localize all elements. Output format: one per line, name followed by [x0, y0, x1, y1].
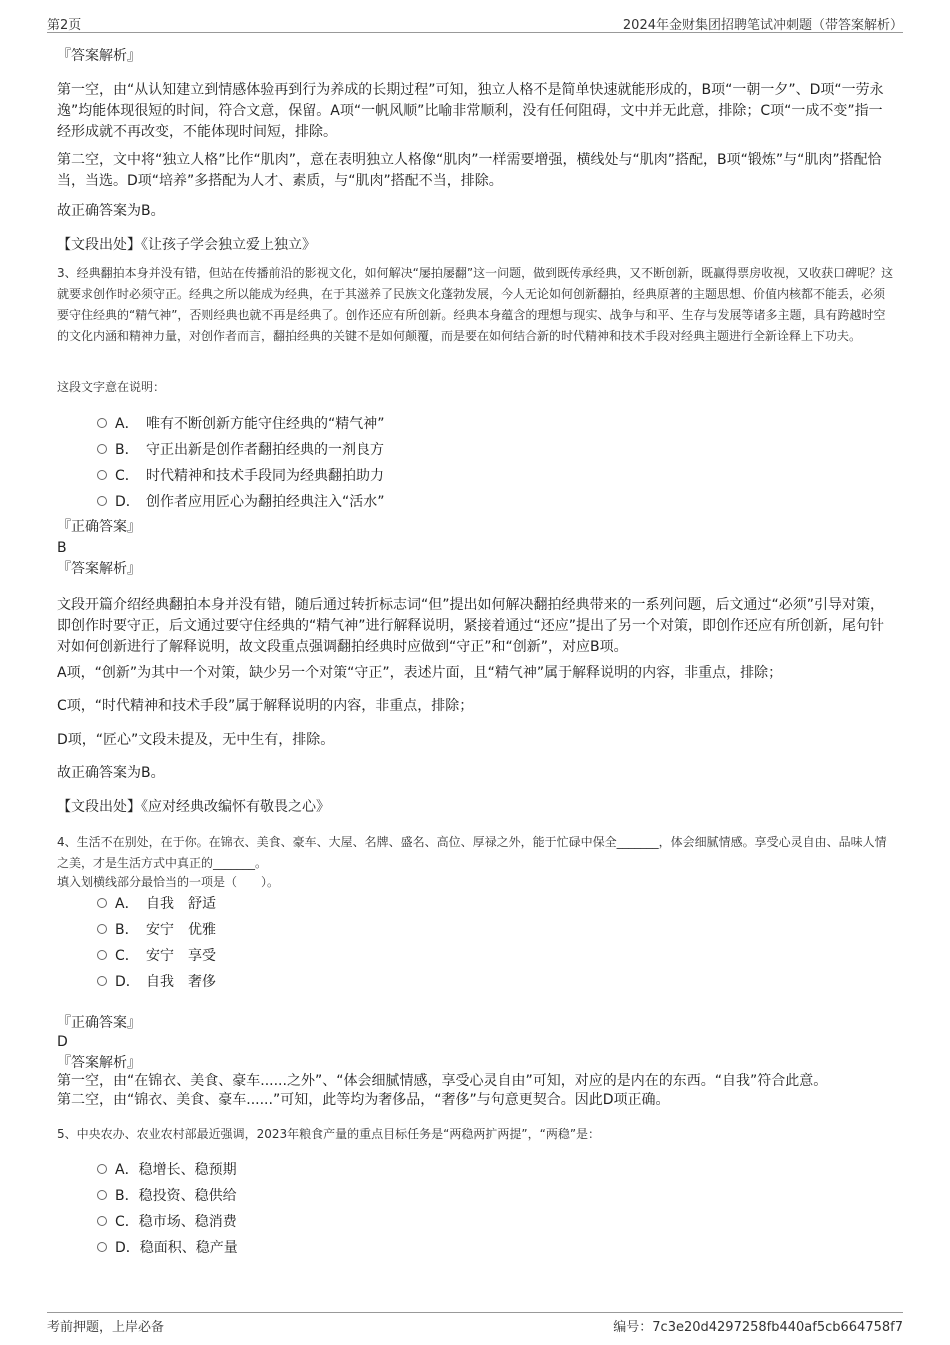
conclusion-text: 故正确答案为B。	[57, 203, 165, 219]
option-d[interactable]: D．稳面积、稳产量	[97, 1235, 238, 1261]
analysis-label: 『答案解析』	[57, 561, 141, 577]
option-a[interactable]: A． 自我 舒适	[97, 891, 216, 917]
page-header	[47, 12, 903, 33]
answer-label: 『正确答案』	[57, 519, 141, 535]
option-list	[97, 1157, 238, 1261]
option-list	[97, 891, 216, 995]
radio-icon[interactable]	[97, 1242, 107, 1252]
document-code: 编号：7c3e20d4297258fb440af5cb664758f7	[613, 1320, 903, 1335]
question-prompt: 填入划横线部分最恰当的一项是（ ）。	[57, 875, 280, 889]
radio-icon[interactable]	[97, 496, 107, 506]
analysis-paragraph: 第二空，文中将“独立人格”比作“肌肉”，意在表明独立人格像“肌肉”一样需要增强，横线处与“肌肉”搭配，B项“锻炼”与“肌肉”搭配恰当，当选。D项“培养”多搭配为人才、素质，与“肌肉”搭配不当，排除。	[57, 152, 882, 189]
correct-answer: D	[57, 1034, 68, 1050]
radio-icon[interactable]	[97, 470, 107, 480]
radio-icon[interactable]	[97, 898, 107, 908]
option-d[interactable]: D． 创作者应用匠心为翻拍经典注入“活水”	[97, 489, 385, 515]
radio-icon[interactable]	[97, 418, 107, 428]
analysis-label: 『答案解析』	[57, 1055, 141, 1071]
option-b[interactable]: B． 安宁 优雅	[97, 917, 216, 943]
document-title: 2024年金财集团招聘笔试冲刺题（带答案解析）	[622, 18, 903, 33]
analysis-paragraph: 第一空，由“从认知建立到情感体验再到行为养成的长期过程”可知，独立人格不是简单快速就能形成的，B项“一朝一夕”、D项“一劳永逸”均能体现很短的时间，符合文意，保留。A项“一帆风顺”比喻非常顺利，没有任何阻碍，文中并无此意，排除；C项“一成不变”指一经形成就不再改变，不能体现时间短，排除。	[57, 82, 884, 140]
analysis-paragraph: D项，“匠心”文段未提及，无中生有，排除。	[57, 732, 335, 748]
conclusion-text: 故正确答案为B。	[57, 765, 165, 781]
option-a[interactable]: A． 唯有不断创新方能守住经典的“精气神”	[97, 411, 385, 437]
footer-slogan: 考前押题，上岸必备	[47, 1320, 165, 1335]
source-citation: 【文段出处】《让孩子学会独立爱上独立》	[57, 237, 316, 253]
option-b[interactable]: B． 守正出新是创作者翻拍经典的一剂良方	[97, 437, 385, 463]
option-a[interactable]: A．稳增长、稳预期	[97, 1157, 238, 1183]
question-stem: 3、经典翻拍本身并没有错，但站在传播前沿的影视文化，如何解决“屡拍屡翻”这一问题，做到既传承经典，又不断创新，既赢得票房收视，又收获口碑呢？这就要求创作时必须守正。经典之所以能成为经典，在于其滋养了民族文化蓬勃发展，今人无论如何创新翻拍，经典原著的主题思想、价值内核都不能丢，必须要守住经典的“精气神”，否则经典也就不再是经典了。创作还应有所创新。经典本身蕴含的理想与现实、战争与和平、生存与发展等诸多主题，具有跨越时空的文化内涵和精神力量，对创作者而言，翻拍经典的关键不是如何颠覆，而是要在如何结合新的时代精神和技术手段对经典主题进行全新诠释上下功夫。	[57, 266, 894, 343]
analysis-paragraph: C项，“时代精神和技术手段”属于解释说明的内容，非重点，排除；	[57, 698, 474, 714]
option-c[interactable]: C．稳市场、稳消费	[97, 1209, 238, 1235]
option-b[interactable]: B．稳投资、稳供给	[97, 1183, 238, 1209]
page-number: 第2页	[47, 18, 82, 33]
answer-label: 『正确答案』	[57, 1015, 141, 1031]
analysis-paragraph: 第一空，由“在锦衣、美食、豪车......之外”、“体会细腻情感，享受心灵自由”可知，对应的是内在的东西。“自我”符合此意。	[57, 1073, 828, 1089]
question-prompt: 这段文字意在说明：	[57, 380, 166, 394]
radio-icon[interactable]	[97, 1164, 107, 1174]
radio-icon[interactable]	[97, 976, 107, 986]
question-stem: 4、生活不在别处，在于你。在锦衣、美食、豪车、大屋、名牌、盛名、高位、厚禄之外，能于忙碌中保全_______，体会细腻情感。享受心灵自由、品味人情之美，才是生活方式中真正的_______。	[57, 835, 887, 870]
radio-icon[interactable]	[97, 924, 107, 934]
source-citation: 【文段出处】《应对经典改编怀有敬畏之心》	[57, 799, 330, 815]
option-c[interactable]: C． 安宁 享受	[97, 943, 216, 969]
correct-answer: B	[57, 540, 67, 556]
radio-icon[interactable]	[97, 444, 107, 454]
radio-icon[interactable]	[97, 1190, 107, 1200]
analysis-label: 『答案解析』	[57, 48, 141, 64]
option-list	[97, 411, 385, 515]
radio-icon[interactable]	[97, 950, 107, 960]
option-c[interactable]: C． 时代精神和技术手段同为经典翻拍助力	[97, 463, 385, 489]
analysis-paragraph: 第二空，由“锦衣、美食、豪车......”可知，此等均为奢侈品，“奢侈”与句意更契合。因此D项正确。	[57, 1092, 670, 1108]
analysis-paragraph: 文段开篇介绍经典翻拍本身并没有错，随后通过转折标志词“但”提出如何解决翻拍经典带来的一系列问题，后文通过“必须”引导对策，即创作时要守正，后文通过要守住经典的“精气神”进行解释说明，紧接着通过“还应”提出了另一个对策，即创作还应有所创新，尾句针对如何创新进行了解释说明，故文段重点强调翻拍经典时应做到“守正”和“创新”，对应B项。	[57, 597, 885, 655]
radio-icon[interactable]	[97, 1216, 107, 1226]
option-d[interactable]: D． 自我 奢侈	[97, 969, 216, 995]
analysis-paragraph: A项，“创新”为其中一个对策，缺少另一个对策“守正”，表述片面，且“精气神”属于解释说明的内容，非重点，排除；	[57, 665, 783, 681]
question-stem: 5、中央农办、农业农村部最近强调，2023年粮食产量的重点目标任务是“两稳两扩两提”，“两稳”是：	[57, 1127, 601, 1141]
page-footer	[47, 1312, 903, 1335]
